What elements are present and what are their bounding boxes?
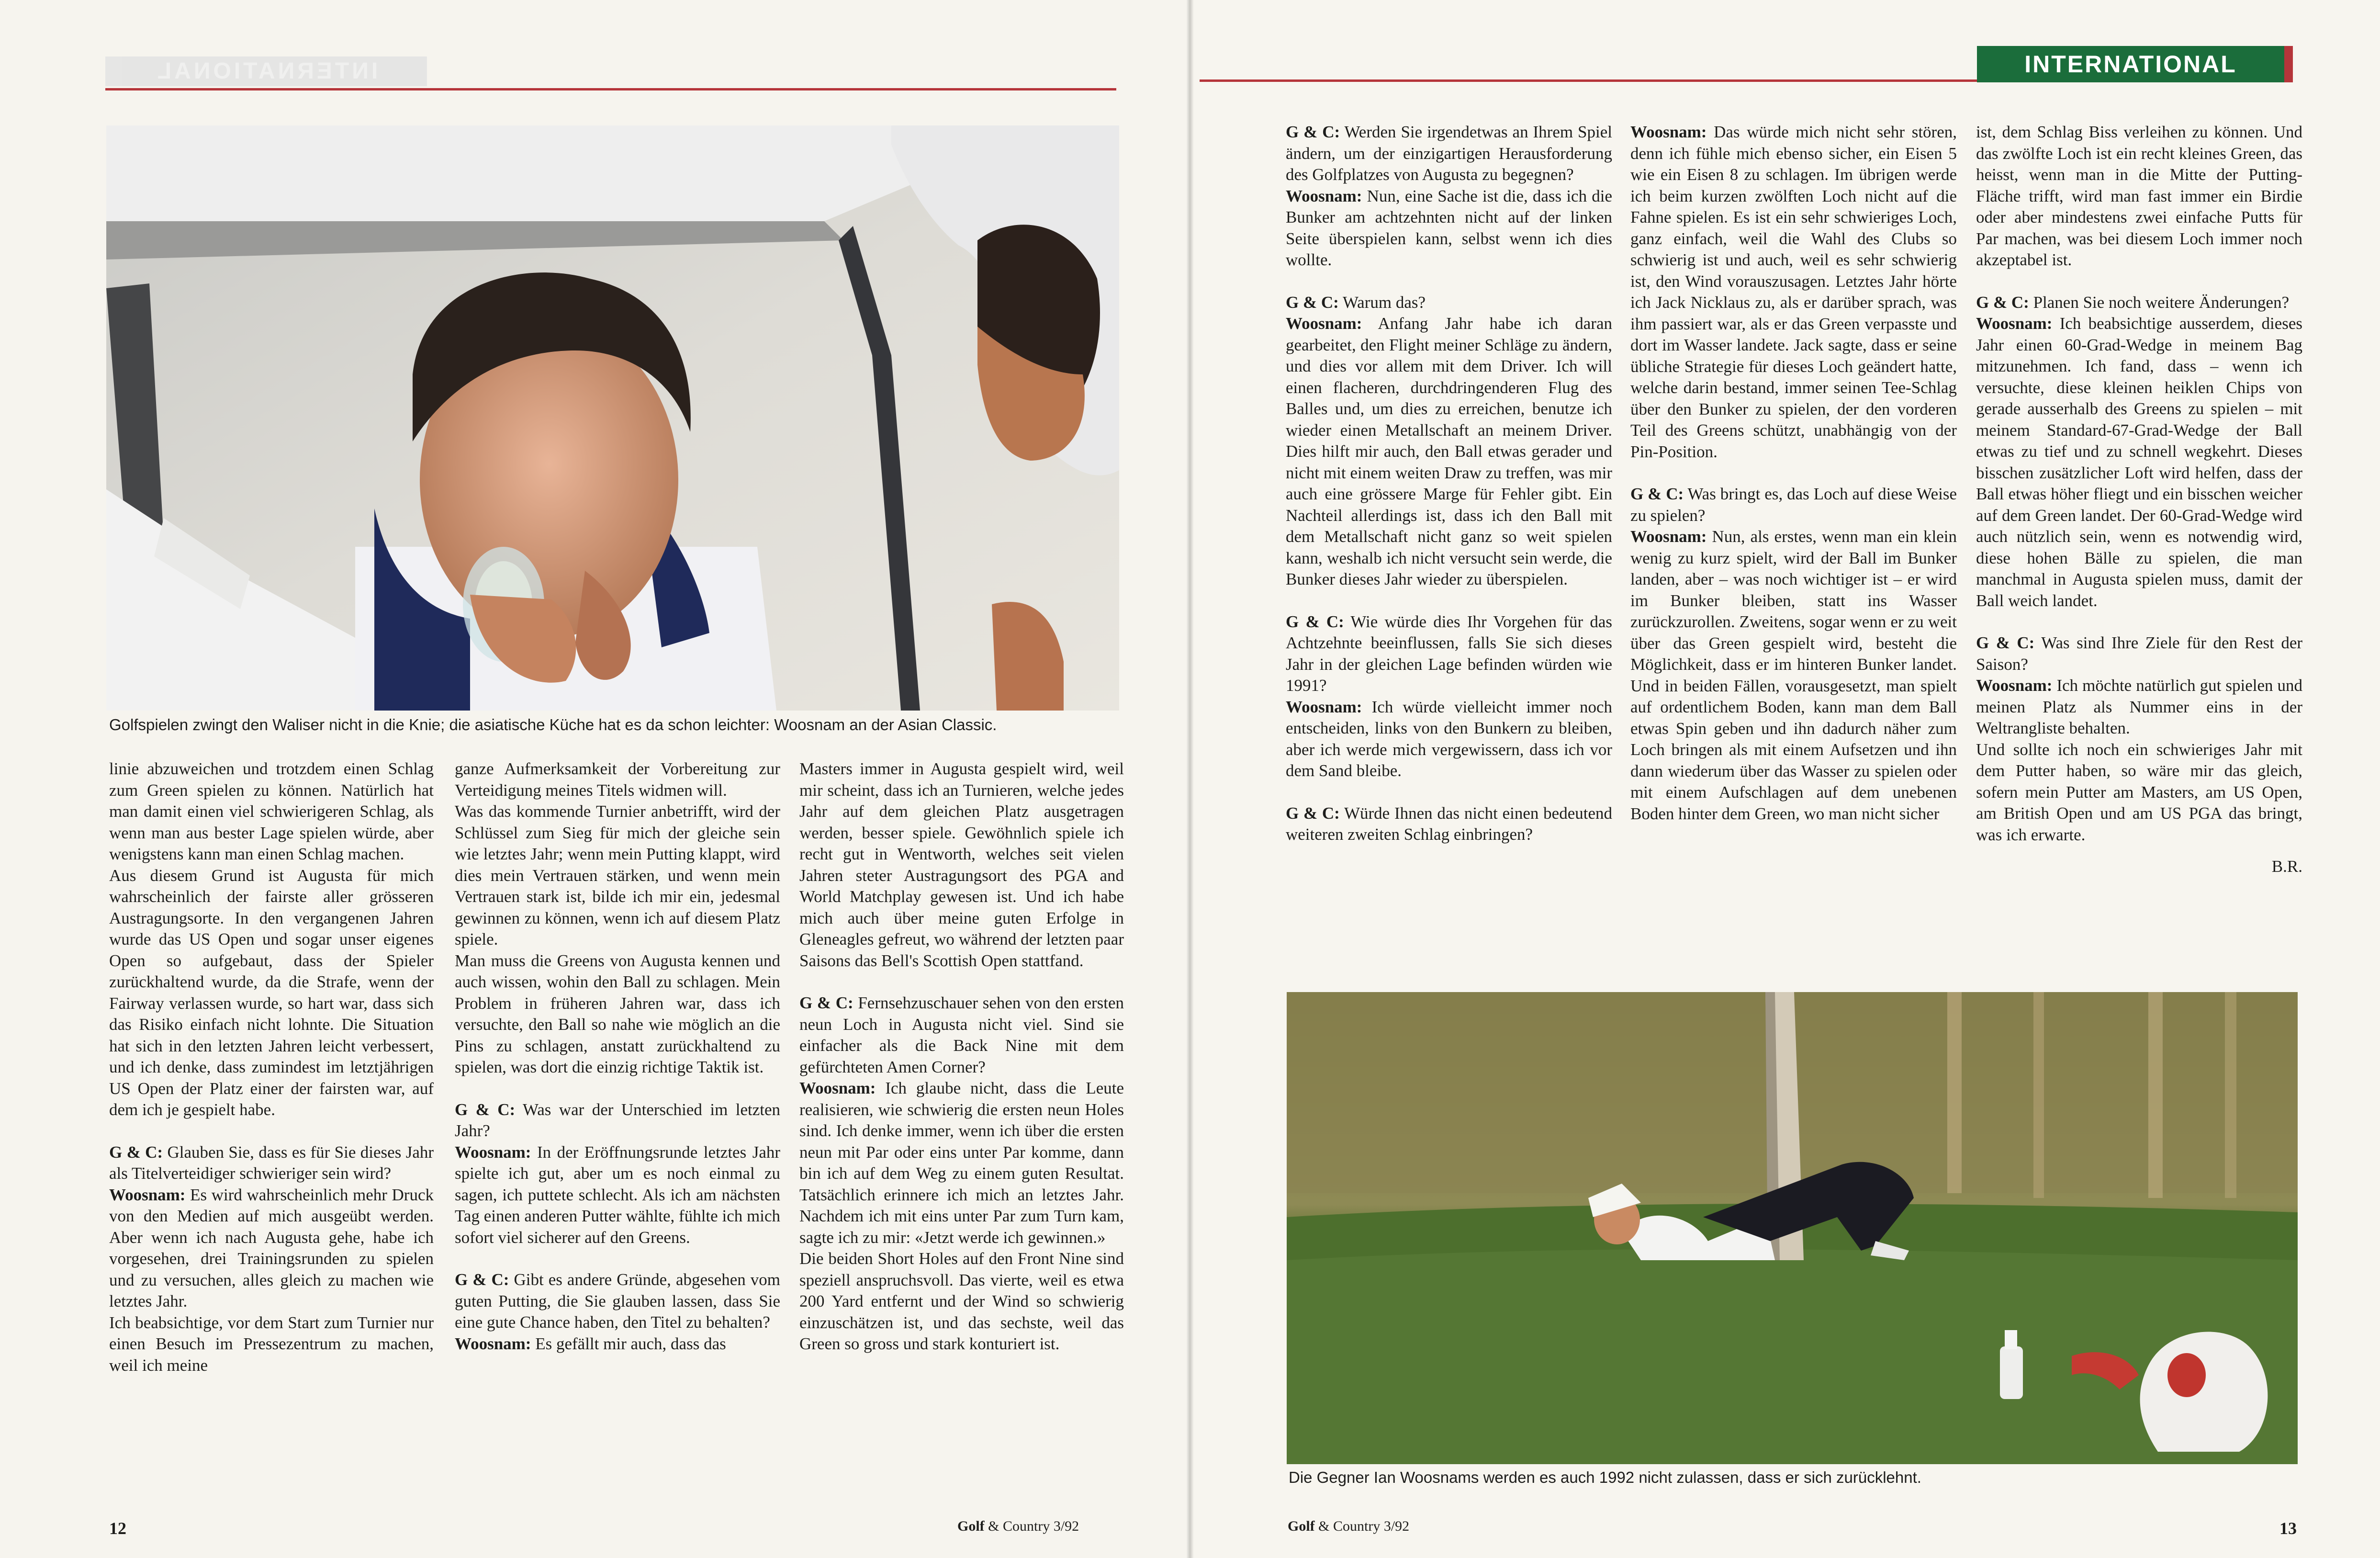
paragraph-text: ist, dem Schlag Biss verleihen zu können. Und das zwölfte Loch ist ein recht kleines Green, das heisst, wenn man in die Mitte der Putting-Fläche trifft, wird man fast immer ein Birdie oder aber mindestens zwei einfache Putts für Par machen, was bei diesem Loch immer noch akzeptabel ist. <box>1976 123 2302 269</box>
header-rule-right <box>1200 79 1978 82</box>
paragraph-text: Nun, als erstes, wenn man ein klein wenig zu kurz spielt, wird der Ball im Bunker landen, aber – was noch wichtiger ist – er wird im Bunker bleiben, statt ins Wasser zurückzurollen. Zweitens, sogar wenn er zu weit über das Green gespielt wird, besteht die Möglichkeit, dass er im hinteren Bunker landet. Und in beiden Fällen, vorausgesetzt, man spielt auf ordentlichem Boden, kann man dem Ball etwas Spin geben und ihn dadurch näher zum Loch bringen als mit einem Aufsetzen und ihn dann wiederum über das Wasser zu spielen oder mit einem Aufschlagen auf dem unebenen Boden hinter dem Green, wo man nicht sicher <box>1630 527 1957 823</box>
paragraph <box>799 1078 1124 1248</box>
speaker-label: Woosnam: <box>1286 697 1362 716</box>
paragraph <box>455 1099 780 1142</box>
speaker-label: Woosnam: <box>455 1334 531 1353</box>
paragraph <box>1286 803 1612 846</box>
speaker-label: G & C: <box>455 1100 516 1119</box>
paragraph-text: Man muss die Greens von Augusta kennen und auch wissen, wohin den Ball zu schlagen. Mein Problem in früheren Jahren war, dass ich versuchte, den Ball so nahe wie möglich an die Pins zu schlagen, anstatt zurückhaltend zu spielen, was dort die einzig richtige Taktik ist. <box>455 951 780 1076</box>
speaker-label: Woosnam: <box>1286 186 1362 205</box>
speaker-label: G & C: <box>1286 123 1340 141</box>
paragraph <box>109 1185 434 1312</box>
header-rule-left <box>105 88 1116 90</box>
article-column-5 <box>1630 122 1957 824</box>
paragraph <box>1630 484 1957 526</box>
paragraph-text: Anfang Jahr habe ich daran gearbeitet, den Flight meiner Schläge zu ändern, und dies vor allem mit dem Driver. Ich will einen flacheren, durchdringenderen Flug des Balles und, um dies zu erreichen, benutze ich wieder einen Metallschaft an meinem Driver. Dies hilft mir auch, den Ball etwas gerader und nicht mit einem weiten Draw zu treffen, was mir auch eine grössere Marge für Fehler gibt. Ein Nachteil allerdings ist, dass ich den Ball mit dem Metallschaft nicht ganz so weit spielen kann, weshalb ich nicht versucht sein werde, die Bunker dieses Jahr wieder zu überspielen. <box>1286 314 1612 588</box>
paragraph-text: Aus diesem Grund ist Augusta für mich wahrscheinlich der fairste aller grösseren Austragungsorte. In den vergangenen Jahren wurde das US Open und sogar unser eigenes Open so aufgebaut, dass der Spieler zurückhaltend wurde, da die Strafe, wenn der Fairway verlassen wurde, so hart war, dass sich das Risiko einfach nicht lohnte. Die Situation hat sich in den letzten Jahren leicht verbessert, und ich denke, dass zumindest im letztjährigen US Open der Platz einer der fairsten war, auf dem ich je gespielt habe. <box>109 866 434 1119</box>
paragraph <box>1976 739 2302 846</box>
paragraph <box>1630 122 1957 463</box>
paragraph-text: Werden Sie irgendetwas an Ihrem Spiel ändern, um der einzigartigen Herausforderung des Golfplatzes von Augusta zu begegnen? <box>1286 123 1612 184</box>
photo-woosnam-reclining <box>1287 992 2298 1464</box>
article-column-4 <box>1286 122 1612 846</box>
paragraph <box>1976 632 2302 675</box>
paragraph-text: linie abzuweichen und trotzdem einen Schlag zum Green spielen zu können. Natürlich hat man damit einen viel schwierigeren Schlag, als wenn man aus bester Lage spielen würde, aber wenigstens kann man einen Schlag machen. <box>109 759 434 863</box>
speaker-label: Woosnam: <box>1630 123 1707 141</box>
paragraph <box>455 1333 780 1355</box>
paragraph <box>1286 122 1612 186</box>
paragraph <box>799 993 1124 1078</box>
paragraph <box>1286 611 1612 697</box>
paragraph-text: Warum das? <box>1342 293 1426 312</box>
paragraph-text: Ich möchte natürlich gut spielen und meinen Platz als Nummer eins in der Weltrangliste behalten. <box>1976 676 2303 737</box>
paragraph-text: Masters immer in Augusta gespielt wird, weil mir scheint, dass ich an Turnieren, welche jedes Jahr auf dem gleichen Platz ausgetragen werden, besser spiele. Gewöhnlich spiele ich recht gut in Wentworth, welches seit vielen Jahren steter Austragungsort des PGA and World Matchplay gewesen ist. Und ich habe mich auch über meine guten Erfolge in Gleneagles gefreut, wo während der letzten paar Saisons das Bell's Scottish Open stattfand. <box>799 759 1124 970</box>
paragraph <box>1630 526 1957 824</box>
paragraph <box>109 1312 434 1377</box>
paragraph <box>455 801 780 950</box>
paragraph-text: Fernsehzuschauer sehen von den ersten neun Loch in Augusta nicht viel. Sind sie einfacher als die Back Nine mit dem gefürchteten Amen Corner? <box>799 994 1124 1076</box>
paragraph <box>109 758 434 865</box>
paragraph <box>1976 122 2302 271</box>
running-header-right <box>1288 1517 1409 1536</box>
paragraph <box>1286 313 1612 590</box>
right-page <box>1190 0 2380 1558</box>
paragraph-text: Ich beabsichtige ausserdem, dieses Jahr einen 60-Grad-Wedge in meinem Bag mitzunehmen. Ich fand, dass – wenn ich versuchte, diese kleinen heiklen Chips von gerade ausserhalb des Greens zu spielen – mit meinem Standard-67-Grad-Wedge der Ball etwas zu tief und zu schnell wegkehrt. Dieses bisschen zusätzlicher Loft wird helfen, dass der Ball etwas höher fliegt und ein bisschen weicher auf dem Green landet. Der 60-Grad-Wedge wird auch nützlich sein, wenn es notwendig wird, diese hohen Bälle zu spielen, die man manchmal in Augusta spielen muss, damit der Ball weich landet. <box>1976 314 2303 610</box>
speaker-label: Woosnam: <box>799 1079 876 1097</box>
article-column-6 <box>1976 122 2302 878</box>
paragraph <box>455 1142 780 1249</box>
paragraph-text: Und sollte ich noch ein schwieriges Jahr mit dem Putter haben, so wäre mir das gleich, sofern mein Putter am Masters, am US Open, am British Open und am US PGA das bringt, was ich erwarte. <box>1976 740 2302 844</box>
paragraph <box>1286 697 1612 782</box>
paragraph <box>455 1269 780 1333</box>
paragraph <box>1976 313 2302 611</box>
speaker-label: G & C: <box>1976 293 2029 312</box>
paragraph <box>799 758 1124 971</box>
paragraph-text: Ich beabsichtige, vor dem Start zum Turnier nur einen Besuch im Pressezentrum zu machen, weil ich meine <box>109 1313 434 1375</box>
photo-caption-right: Die Gegner Ian Woosnams werden es auch 1992 nicht zulassen, dass er sich zurücklehnt. <box>1289 1468 1921 1486</box>
paragraph-text: Die beiden Short Holes auf den Front Nine sind speziell anspruchsvoll. Das vierte, weil es etwa 200 Yard entfernt und der Wind so schwierig einzuschätzen ist, und das sechste, weil das Green so gross und stark konturiert ist. <box>799 1249 1124 1353</box>
magazine-name: Golf <box>1288 1518 1315 1534</box>
speaker-label: G & C: <box>1630 485 1684 503</box>
speaker-label: G & C: <box>109 1142 163 1162</box>
photo-illustration <box>106 125 1119 711</box>
paragraph-text: Was das kommende Turnier anbetrifft, wird der Schlüssel zum Sieg für mich der gleiche sein wie letztes Jahr; wenn mein Putting klappt, wird dies mein Vertrauen stärken, und wenn mein Vertrauen stark ist, bilde ich mir ein, jedesmal gewinnen zu können, wenn ich auf diesem Platz spiele. <box>455 802 780 948</box>
paragraph <box>1286 186 1612 271</box>
article-column-3 <box>799 758 1124 1355</box>
paragraph-text: Ich würde vielleicht immer noch entscheiden, links von den Bunkern zu bleiben, aber ich werde mich vergewissern, dass ich vor dem Sand bleibe. <box>1286 697 1613 780</box>
paragraph-text: Ich glaube nicht, dass die Leute realisieren, wie schwierig die ersten neun Holes sind. Ich denke immer, wenn ich über die ersten neun mit Par oder eins unter Par komme, dann bin ich auf dem Weg zu einem guten Resultat. Tatsächlich erinnere ich mich an letztes Jahr. Nachdem ich mit eins unter Par zum Turn kam, sagte ich zu mir: «Jetzt werde ich gewinnen.» <box>799 1079 1124 1247</box>
center-fold <box>1186 0 1194 1558</box>
paragraph-text: In der Eröffnungsrunde letztes Jahr spielte ich gut, aber um es noch einmal zu sagen, ich puttete schlecht. Als ich am nächsten Tag einen anderen Putter wählte, fühlte ich mich sofort viel sicherer auf den Greens. <box>455 1142 781 1247</box>
issue-label: & Country 3/92 <box>1318 1518 1410 1534</box>
photo-caption-left: Golfspielen zwingt den Waliser nicht in die Knie; die asiatische Küche hat es da schon leichter: Woosnam an der Asian Classic. <box>109 716 997 734</box>
issue-label: & Country 3/92 <box>988 1518 1079 1534</box>
paragraph <box>109 1142 434 1185</box>
paragraph <box>1976 292 2302 314</box>
magazine-name: Golf <box>957 1518 985 1534</box>
speaker-label: G & C: <box>455 1270 509 1289</box>
page-number-right: 13 <box>2279 1519 2297 1538</box>
paragraph-text: Glauben Sie, dass es für Sie dieses Jahr als Titelverteidiger schwieriger sein wird? <box>109 1142 434 1183</box>
photo-illustration <box>1287 992 2298 1464</box>
paragraph <box>455 950 780 1078</box>
paragraph-text: Wie würde dies Ihr Vorgehen für das Achtzehnte beeinflussen, falls Sie sich dieses Jahr in der gleichen Lage befinden würden wie 1991? <box>1286 612 1613 695</box>
paragraph-text: Planen Sie noch weitere Änderungen? <box>2033 293 2290 312</box>
speaker-label: Woosnam: <box>1630 527 1707 546</box>
paragraph <box>109 865 434 1121</box>
author-initials: B.R. <box>2271 857 2302 876</box>
speaker-label: G & C: <box>1286 612 1344 631</box>
paragraph-text: Es gefällt mir auch, dass das <box>535 1334 726 1353</box>
speaker-label: G & C: <box>799 994 853 1012</box>
article-column-2 <box>455 758 780 1355</box>
paragraph <box>799 1248 1124 1355</box>
paragraph <box>1286 292 1612 314</box>
paragraph-text: Würde Ihnen das nicht einen bedeutend weiteren zweiten Schlag einbringen? <box>1286 803 1612 844</box>
speaker-label: G & C: <box>1976 633 2035 652</box>
page-number-left: 12 <box>109 1519 126 1538</box>
paragraph-text: Was bringt es, das Loch auf diese Weise zu spielen? <box>1630 485 1957 525</box>
speaker-label: Woosnam: <box>1286 314 1362 333</box>
paragraph-text: Was sind Ihre Ziele für den Rest der Saison? <box>1976 633 2303 674</box>
speaker-label: Woosnam: <box>109 1185 186 1204</box>
speaker-label: G & C: <box>1286 803 1340 823</box>
paragraph-text: Nun, eine Sache ist die, dass ich die Bunker am achtzehnten nicht auf der linken Seite überspielen kann, selbst wenn ich dies wollte. <box>1286 186 1613 269</box>
mirrored-section-tag: INTERNATIONAL <box>105 56 427 86</box>
article-column-1 <box>109 758 434 1376</box>
speaker-label: Woosnam: <box>1976 676 2053 695</box>
speaker-label: Woosnam: <box>455 1142 531 1162</box>
speaker-label: G & C: <box>1286 293 1339 312</box>
paragraph-text: Es wird wahrscheinlich mehr Druck von den Medien auf mich ausgeübt werden. Aber wenn ich nach Augusta gehe, habe ich vorgesehen, drei Trainingsrunden zu spielen und zu versuchen, alles gleich zu machen wie letztes Jahr. <box>109 1185 434 1310</box>
speaker-label: Woosnam: <box>1976 314 2053 333</box>
paragraph <box>455 758 780 801</box>
paragraph-text: Was war der Unterschied im letzten Jahr? <box>455 1100 781 1140</box>
paragraph-text: Gibt es andere Gründe, abgesehen vom guten Putting, die Sie glauben lassen, dass Sie eine gute Chance haben, den Titel zu behalten? <box>455 1270 781 1332</box>
paragraph-text: Das würde mich nicht sehr stören, denn ich fühle mich ebenso sicher, ein Eisen 5 wie ein Eisen 8 zu schlagen. Im übrigen werde ich beim kurzen zwölften Loch nicht auf die Fahne spielen. Es ist ein sehr schwieriges Loch, ganz einfach, weil die Wahl des Clubs so schwierig ist und auch, weil es sehr schwierig ist, den Wind vorauszusagen. Letztes Jahr hörte ich Jack Nicklaus zu, als er darüber sprach, was ihm passiert war, als er das Green verpasste und dort im Wasser landete. Jack sagte, dass er seine übliche Strategie für dieses Loch geändert hatte, welche darin bestand, immer seinen Tee-Schlag über den Bunker zu spielen, der den vorderen Teil des Greens schützt, unabhängig von der Pin-Position. <box>1630 123 1957 461</box>
paragraph <box>1976 675 2302 739</box>
paragraph-text: ganze Aufmerksamkeit der Vorbereitung zur Verteidigung meines Titels widmen will. <box>455 759 780 800</box>
section-tag: INTERNATIONAL <box>1977 46 2293 82</box>
photo-woosnam-oxygen-mask <box>106 125 1119 711</box>
running-footer-left <box>957 1517 1079 1536</box>
